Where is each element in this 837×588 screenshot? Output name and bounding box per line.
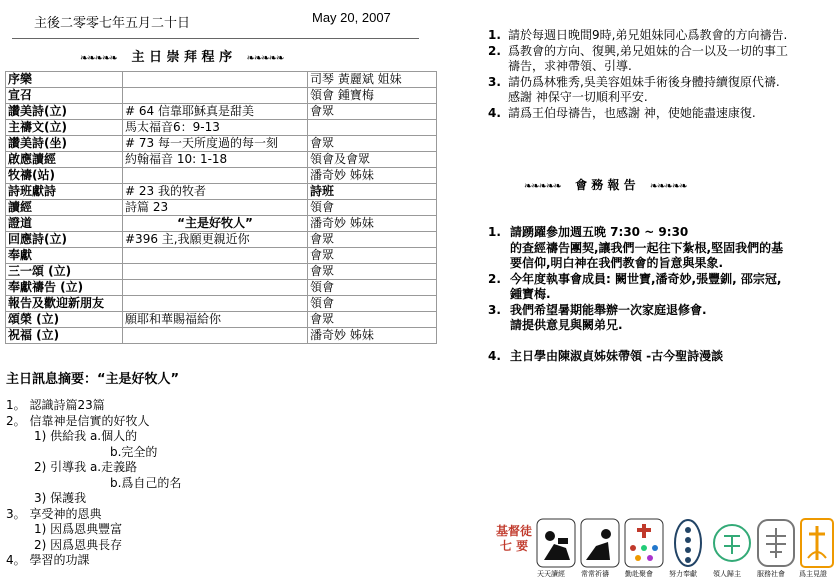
sermon-point: 4。 學習的功課	[6, 553, 90, 567]
order-row	[6, 136, 437, 152]
item-number: 1.	[488, 225, 501, 239]
order-content	[123, 264, 308, 280]
item-number: 3.	[488, 302, 501, 317]
essential-caption: 爲主見證	[799, 570, 827, 578]
item-text-line: 請踴躍參加週五晚 7:30 ~ 9:30	[510, 225, 689, 239]
sermon-point: 1。 認識詩篇23篇	[6, 398, 105, 412]
sermon-outline	[6, 398, 181, 569]
order-content: # 23 我的牧者	[123, 184, 308, 200]
order-item: 回應詩(立)	[6, 232, 123, 248]
order-row	[6, 88, 437, 104]
item-text-line: 要信仰,明白神在我們教會的旨意與果象.	[510, 256, 724, 270]
order-item: 奉獻禱告 (立)	[6, 280, 123, 296]
essentials-label: 基督徒 七 要	[495, 524, 532, 553]
essential-caption: 服務社會	[757, 570, 785, 578]
order-person: 會眾	[308, 264, 437, 280]
ornament-left: ❧❧❧❧❧	[524, 181, 561, 192]
sermon-point: 1) 因爲恩典豐富	[34, 522, 123, 536]
social-service-icon	[756, 518, 796, 568]
order-item: 牧禱(站)	[6, 168, 123, 184]
prayer-item	[488, 75, 833, 106]
order-person: 領會及會眾	[308, 152, 437, 168]
sermon-point: 3。 享受神的恩典	[6, 506, 102, 521]
order-person: 會眾	[308, 136, 437, 152]
sermon-point: 2。 信靠神是信實的好牧人	[6, 413, 150, 428]
order-person: 潘奇妙 姊妹	[308, 216, 437, 232]
order-person: 會眾	[308, 232, 437, 248]
order-content	[123, 88, 308, 104]
order-item: 主禱文(立)	[6, 120, 123, 136]
item-number: 2.	[488, 271, 501, 286]
item-text-line: 鍾寶梅.	[510, 287, 551, 301]
order-content	[123, 72, 308, 88]
ornament-right: ❧❧❧❧❧	[649, 181, 687, 192]
news-title-text: 會 務 報 告	[575, 178, 636, 192]
prayer-requests	[488, 28, 833, 121]
order-row	[6, 184, 437, 200]
order-item: 讚美詩(坐)	[6, 136, 123, 152]
announcement-item	[488, 349, 833, 365]
order-item: 證道	[6, 216, 123, 232]
bible-reading-icon	[536, 518, 576, 568]
order-row	[6, 200, 437, 216]
order-row	[6, 168, 437, 184]
item-text-line: 感謝 神保守一切順利平安.	[508, 90, 648, 104]
order-item: 讚美詩(立)	[6, 104, 123, 120]
order-person: 司琴 黃麗斌 姐妹	[308, 72, 437, 88]
sermon-point: 3) 保護我	[34, 491, 87, 505]
church-announcements	[488, 225, 833, 365]
bulletin-header	[12, 8, 419, 39]
announcement-item	[488, 303, 833, 334]
order-of-worship-table	[5, 71, 437, 344]
order-item: 啟應讀經	[6, 152, 123, 168]
date-chinese: 主後二零零七年五月二十日	[34, 16, 191, 31]
announcement-item	[488, 272, 833, 303]
order-person: 會眾	[308, 312, 437, 328]
order-item: 三一頌 (立)	[6, 264, 123, 280]
order-item: 宣召	[6, 88, 123, 104]
order-content	[123, 296, 308, 312]
order-item: 序樂	[6, 72, 123, 88]
order-person: 潘奇妙 姊妹	[308, 168, 437, 184]
evangelism-icon	[712, 518, 752, 568]
order-item: 讀經	[6, 200, 123, 216]
order-content: 願耶和華賜福給你	[123, 312, 308, 328]
prayer-item	[488, 44, 833, 75]
order-content: #396 主,我願更親近你	[123, 232, 308, 248]
date-english: May 20, 2007	[312, 10, 391, 25]
item-text-line: 的查經禱告團契,讓我們一起往下紮根,堅固我們的基	[510, 240, 784, 255]
item-text-line: 請爲王伯母禱告，也感謝 神，使她能盡速康復.	[508, 105, 756, 120]
witness-icon	[800, 518, 834, 568]
item-text-line: 主日學由陳淑貞姊妹帶領 -古今聖詩漫談	[510, 349, 724, 363]
ornament-left: ❧❧❧❧❧	[80, 53, 117, 64]
item-number: 3.	[488, 74, 501, 89]
order-content	[123, 248, 308, 264]
order-content: 詩篇 23	[123, 200, 308, 216]
service-title-text: 主 日 崇 拜 程 序	[131, 50, 233, 65]
essential-caption: 天天讀經	[537, 570, 565, 578]
essential-caption: 領人歸主	[713, 570, 741, 578]
order-row	[6, 328, 437, 344]
essential-caption: 勤赴聚會	[625, 570, 653, 578]
sermon-heading: 主日訊息摘要：“主是好牧人”	[6, 372, 180, 387]
order-row	[6, 264, 437, 280]
order-item: 頌榮 (立)	[6, 312, 123, 328]
praying-icon	[580, 518, 620, 568]
order-row	[6, 72, 437, 88]
item-number: 4.	[488, 349, 501, 363]
sermon-point: b.完全的	[110, 444, 158, 459]
order-content: 馬太福音6：9-13	[123, 120, 308, 136]
order-row	[6, 312, 437, 328]
announcement-item	[488, 334, 833, 350]
order-person	[308, 120, 437, 136]
item-number: 2.	[488, 43, 501, 58]
offering-icon	[668, 518, 708, 568]
order-person: 詩班	[308, 184, 437, 200]
item-text-line: 請於每週日晚間9時,弟兄姐妹同心爲教會的方向禱告.	[508, 28, 788, 42]
order-content: # 73 每一天所度過的每一刻	[123, 136, 308, 152]
seven-essentials-banner	[494, 518, 834, 582]
order-person: 領會	[308, 200, 437, 216]
order-row	[6, 104, 437, 120]
order-row	[6, 296, 437, 312]
item-number: 1.	[488, 28, 501, 42]
order-content	[123, 328, 308, 344]
item-text-line: 今年度執事會成員: 闕世寶,潘奇妙,張豐釧, 邵宗冠,	[510, 271, 782, 286]
news-title	[524, 176, 687, 193]
order-row	[6, 280, 437, 296]
order-row	[6, 120, 437, 136]
order-person: 潘奇妙 姊妹	[308, 328, 437, 344]
order-item: 詩班獻詩	[6, 184, 123, 200]
item-text-line: 請提供意見與闕弟兄.	[510, 318, 623, 332]
item-number	[488, 334, 510, 350]
service-title	[80, 46, 284, 65]
essential-caption: 常常祈禱	[581, 570, 609, 578]
order-row	[6, 152, 437, 168]
order-content	[123, 168, 308, 184]
announcement-item	[488, 225, 833, 272]
order-content: # 64 信靠耶穌真是甜美	[123, 104, 308, 120]
sermon-point: 2) 因爲恩典長存	[34, 537, 123, 552]
sermon-point: b.爲自己的名	[110, 475, 182, 490]
prayer-item	[488, 28, 833, 44]
order-person: 會眾	[308, 248, 437, 264]
sermon-point: 2) 引導我 a.走義路	[34, 460, 138, 474]
order-content	[123, 280, 308, 296]
ornament-right: ❧❧❧❧❧	[246, 53, 284, 64]
item-number: 4.	[488, 105, 501, 120]
order-content: 約翰福音 10: 1-18	[123, 152, 308, 168]
order-row	[6, 248, 437, 264]
order-content: “主是好牧人”	[123, 216, 308, 232]
prayer-item	[488, 106, 833, 122]
order-item: 奉獻	[6, 248, 123, 264]
order-item: 報告及歡迎新朋友	[6, 296, 123, 312]
church-attendance-icon	[624, 518, 664, 568]
item-text-line: 爲教會的方向、復興,弟兄姐妹的合一以及一切的事工	[508, 43, 788, 58]
order-person: 會眾	[308, 104, 437, 120]
item-text-line: 禱告，求神帶領、引導.	[508, 59, 632, 73]
order-row	[6, 232, 437, 248]
order-person: 領會	[308, 296, 437, 312]
sermon-point: 1) 供給我 a.個人的	[34, 429, 138, 443]
item-text-line: 我們希望暑期能舉辦一次家庭退修會.	[510, 302, 707, 317]
order-person: 領會 鍾寶梅	[308, 88, 437, 104]
order-item: 祝福 (立)	[6, 328, 123, 344]
order-row	[6, 216, 437, 232]
essential-caption: 努力奉獻	[669, 570, 697, 578]
order-person: 領會	[308, 280, 437, 296]
item-text-line: 請仍爲林雅秀,吳美容姐妹手術後身體持續復原代禱.	[508, 74, 780, 89]
